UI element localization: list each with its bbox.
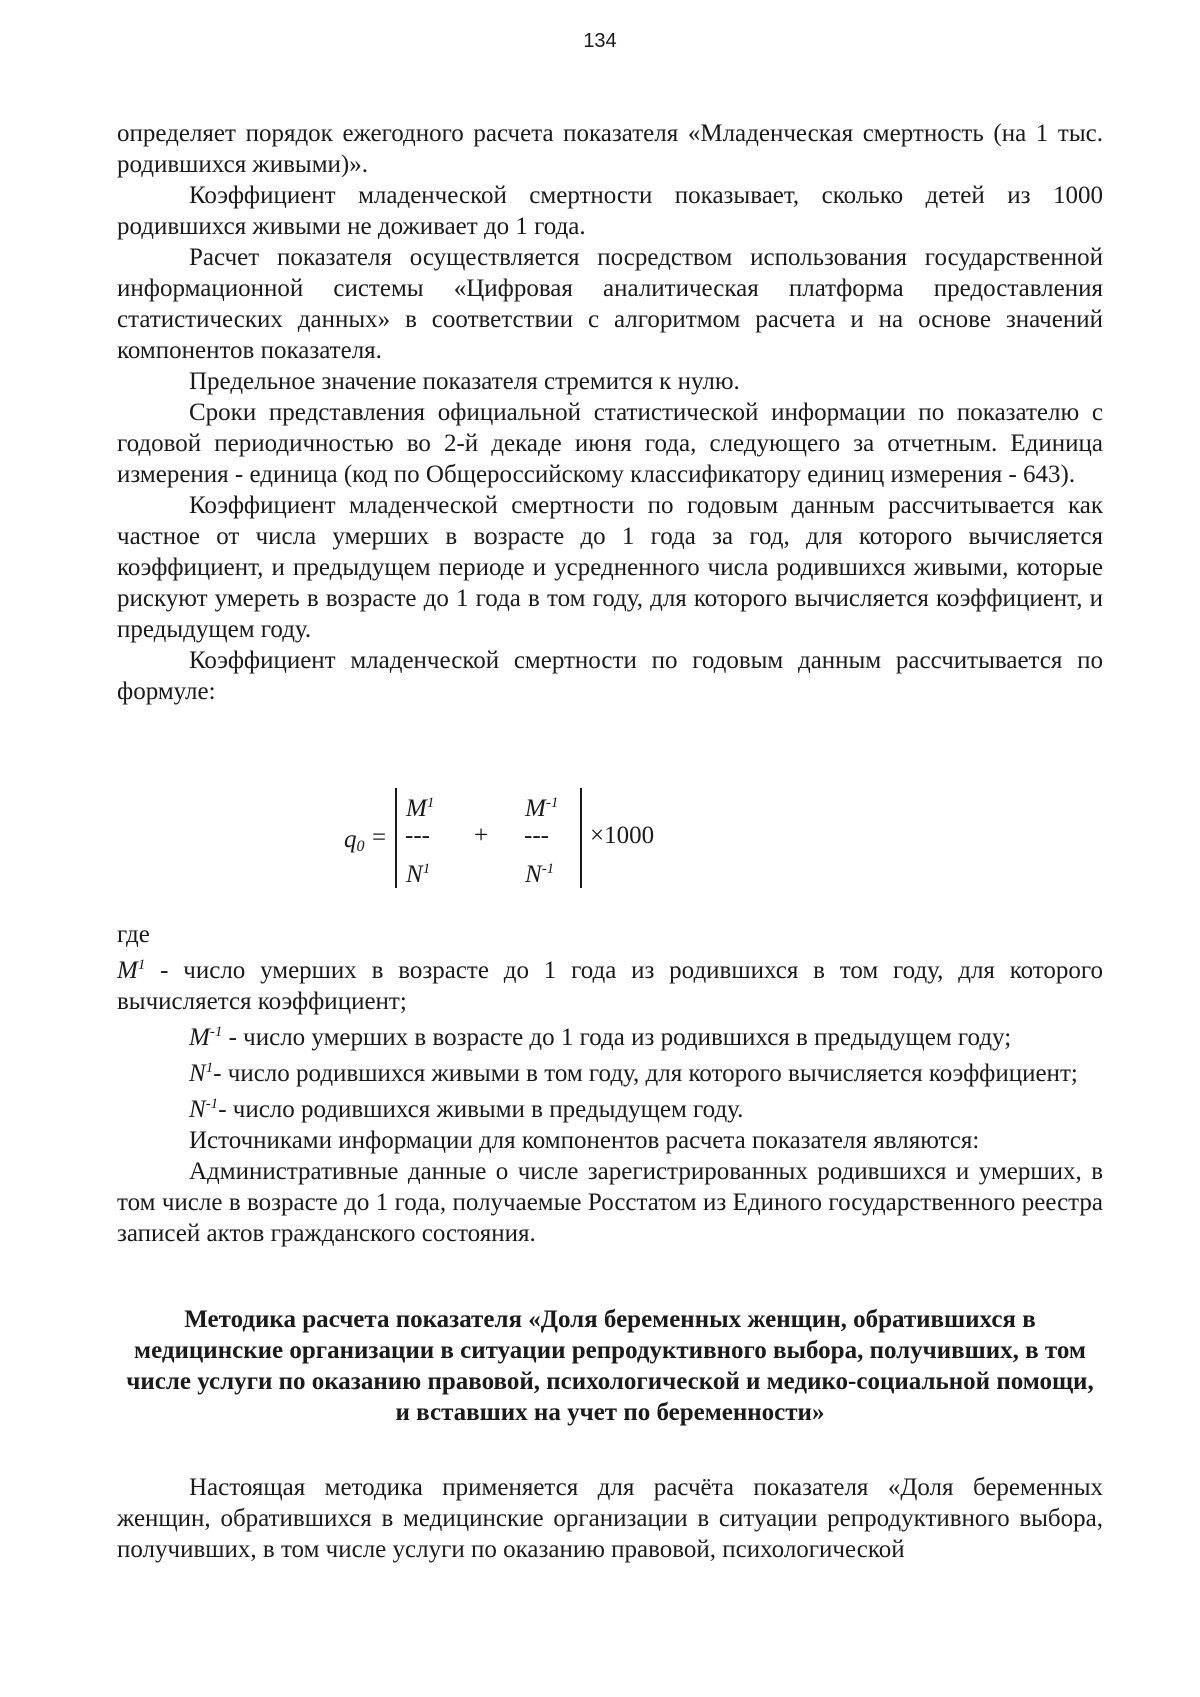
formula-term2-denominator: $N^{-1}$ <box>525 861 555 888</box>
formula-term1-numerator: $M^1$ <box>406 795 435 822</box>
paragraph-limit-value: Предельное значение показателя стремится к нулю. <box>189 368 740 395</box>
text-block-methodology <box>117 1472 1103 1565</box>
definition-n1: $N^1-$ число родившихся живыми в том году, для которого вычисляется коэффициент; <box>189 1060 1078 1087</box>
text-block-definitions <box>117 919 1103 1249</box>
formula-lhs: $q_0$ <box>344 826 365 855</box>
formula-term1-line: --- <box>405 822 430 849</box>
formula-infant-mortality <box>0 784 1200 888</box>
paragraph-methodology-intro: Настоящая методика применяется для расчёта показателя «Доля беременных женщин, обратившихся в медицинские организации в ситуации репродуктивного выбора, получивших, в том числе услуги по оказанию правовой, психологической <box>117 1474 1103 1563</box>
paragraph-calculation-method: Коэффициент младенческой смертности по годовым данным рассчитывается как частное от числа умерших в возрасте до 1 года за год, для которого вычисляется коэффициент, и предыдущем периоде и усредненного числа родившихся живыми, которые рискуют умереть в возрасте до 1 года в том году, для которого вычисляется коэффициент, и предыдущем году. <box>117 492 1103 643</box>
formula-term2-numerator: $M^{-1}$ <box>525 795 559 822</box>
definition-m1: $M^1$ - число умерших в возрасте до 1 года из родившихся в том году, для которого вычисляется коэффициент; <box>117 957 1103 1015</box>
paragraph-where: где <box>117 921 150 948</box>
paragraph-admin-data: Административные данные о числе зарегистрированных родившихся и умерших, в том числе в возрасте до 1 года, получаемые Росстатом из Единого государственного реестра записей актов гражданского состояния. <box>117 1158 1103 1247</box>
section-heading: Методика расчета показателя «Доля беременных женщин, обратившихся в медицинские организации в ситуации репродуктивного выбора, получивших, в том числе услуги по оказанию правовой, психологической и медико-социальной помощи, и вставших на учет по беременности» <box>126 1306 1094 1426</box>
formula-left-bar <box>395 788 397 888</box>
formula-term2-line: --- <box>524 822 549 849</box>
paragraph-continuation: определяет порядок ежегодного расчета показателя «Младенческая смертность (на 1 тыс. родившихся живыми)». <box>117 120 1103 178</box>
paragraph-coefficient-meaning: Коэффициент младенческой смертности показывает, сколько детей из 1000 родившихся живыми не доживает до 1 года. <box>117 182 1103 240</box>
definition-m-minus1: $M^{-1}$ - число умерших в возрасте до 1 года из родившихся в предыдущем году; <box>189 1024 1012 1051</box>
paragraph-sources: Источниками информации для компонентов расчета показателя являются: <box>189 1127 980 1154</box>
formula-plus: + <box>474 822 489 849</box>
page-number: 134 <box>583 30 617 52</box>
formula-equals: = <box>372 824 387 851</box>
formula-term1-denominator: $N^1$ <box>406 861 431 888</box>
paragraph-calculation-system: Расчет показателя осуществляется посредством использования государственной информационной системы «Цифровая аналитическая платформа предоставления статистических данных» в соответствии с алгоритмом расчета и на основе значений компонентов показателя. <box>117 244 1103 364</box>
text-block-intro <box>117 118 1103 707</box>
definition-n-minus1: $N^{-1}-$ число родившихся живыми в предыдущем году. <box>189 1096 744 1123</box>
paragraph-deadlines: Сроки представления официальной статистической информации по показателю с годовой периодичностью во 2-й декаде июня года, следующего за отчетным. Единица измерения - единица (код по Общероссийскому классификатору единиц измерения - 643). <box>117 399 1103 488</box>
formula-multiplier: ×1000 <box>590 822 655 849</box>
formula-right-bar <box>580 788 582 888</box>
paragraph-formula-intro: Коэффициент младенческой смертности по годовым данным рассчитывается по формуле: <box>117 647 1103 705</box>
